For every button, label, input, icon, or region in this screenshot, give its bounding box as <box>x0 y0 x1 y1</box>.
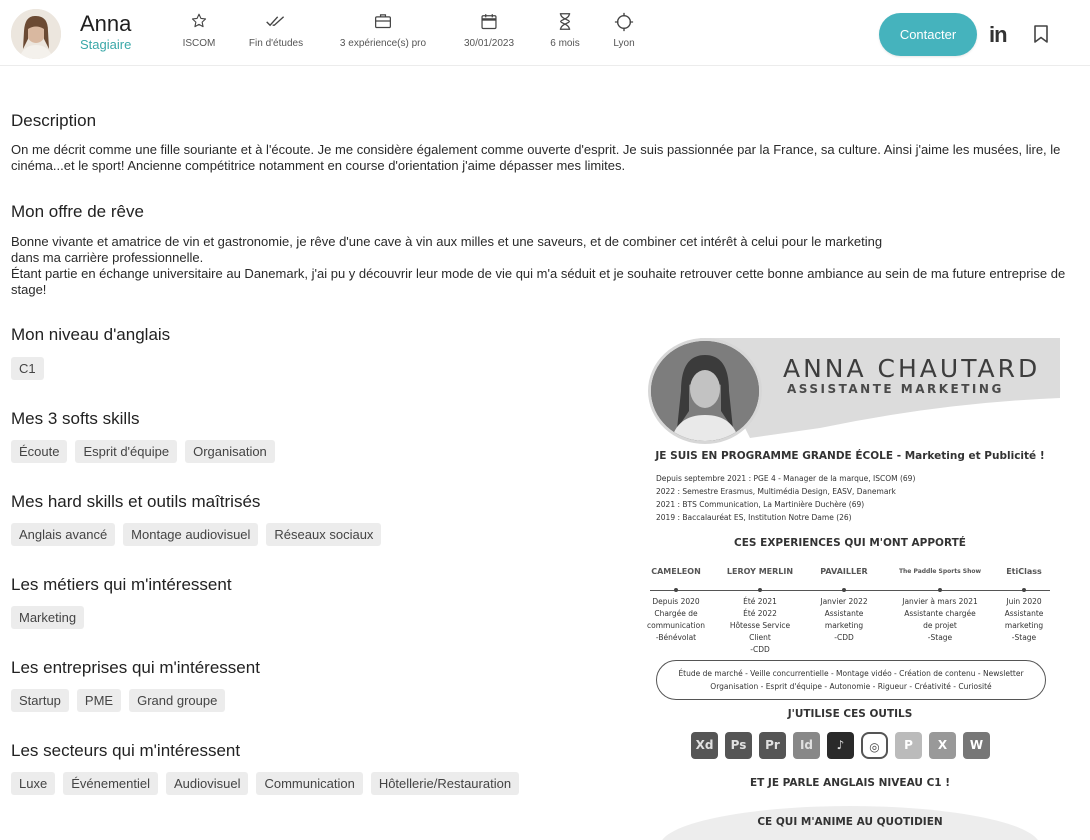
tag-company: Grand groupe <box>129 689 225 712</box>
avatar <box>11 9 61 59</box>
cv-education <box>656 472 915 524</box>
cv-experience <box>802 560 886 644</box>
contact-button[interactable]: Contacter <box>879 13 977 56</box>
cv-experience-desc: Assistante <box>1004 609 1044 618</box>
photoshop-icon: Ps <box>725 732 752 759</box>
cv-daily-title: CE QUI M'ANIME AU QUOTIDIEN <box>757 816 943 828</box>
cv-experience-logo: PAVAILLER <box>820 567 868 576</box>
tiktok-icon: ♪ <box>827 732 854 759</box>
double-check-icon <box>221 12 331 34</box>
companies-title: Les entreprises qui m'intéressent <box>11 658 260 677</box>
profile-role: Stagiaire <box>80 37 132 52</box>
dream-offer-title: Mon offre de rêve <box>11 202 144 221</box>
tag-company: PME <box>77 689 121 712</box>
cv-experience-desc: Été 2022 <box>743 609 777 618</box>
tag-sector: Événementiel <box>63 772 158 795</box>
cv-experience-desc: Assistante chargée <box>904 609 976 618</box>
cv-timeline-dot <box>1022 588 1026 592</box>
cv-experiences-title: CES EXPERIENCES QUI M'ONT APPORTÉ <box>734 537 966 549</box>
cv-experience-desc: de projet <box>923 621 957 630</box>
description-title: Description <box>11 111 97 130</box>
cv-skills-line: Étude de marché - Veille concurrentielle - Montage vidéo - Création de contenu - Newsletter <box>678 669 1024 678</box>
dream-offer-line-3: Étant partie en échange universitaire au Danemark, j'ai pu y découvrir leur mode de vie qui m'a séduit et je souhaite retrouver cette bonne ambiance au sein de ma future entreprise de stage! <box>11 266 1066 297</box>
profile-header <box>0 0 1090 66</box>
tag-sector: Luxe <box>11 772 55 795</box>
cv-experience-logo: The Paddle Sports Show <box>898 568 982 575</box>
meta-school-label: ISCOM <box>182 38 216 49</box>
meta-status <box>221 12 331 49</box>
meta-experience-label: 3 expérience(s) pro <box>339 38 427 49</box>
cv-experience-desc: -Stage <box>1011 633 1037 642</box>
hard-skills-tags <box>11 523 381 546</box>
cv-name: ANNA CHAUTARD <box>783 354 1041 383</box>
tag-job: Marketing <box>11 606 84 629</box>
tag-company: Startup <box>11 689 69 712</box>
cv-experience-desc: Hôtesse Service Client <box>729 621 791 642</box>
sectors-title: Les secteurs qui m'intéressent <box>11 741 241 760</box>
cv-experience-desc: communication <box>646 621 705 630</box>
tag-soft-skill: Écoute <box>11 440 67 463</box>
cv-photo <box>648 338 762 444</box>
cv-image[interactable] <box>640 338 1060 840</box>
cv-education-item: 2021 : BTS Communication, La Martinière Duchère (69) <box>656 500 865 509</box>
indesign-icon: Id <box>793 732 820 759</box>
cv-timeline-dot <box>938 588 942 592</box>
excel-icon: X <box>929 732 956 759</box>
cv-experience-desc: -Bénévolat <box>655 633 697 642</box>
tag-hard-skill: Montage audiovisuel <box>123 523 258 546</box>
cv-experience <box>718 560 802 656</box>
english-level-title: Mon niveau d'anglais <box>11 325 171 344</box>
cv-education-item: 2022 : Semestre Erasmus, Multimédia Design, EASV, Danemark <box>656 487 896 496</box>
tag-english-level: C1 <box>11 357 44 380</box>
tag-soft-skill: Organisation <box>185 440 275 463</box>
dream-offer-line-2: dans ma carrière professionnelle. <box>11 250 204 265</box>
meta-duration-label: 6 mois <box>550 38 580 49</box>
cv-experience-desc: marketing <box>824 621 864 630</box>
premiere-icon: Pr <box>759 732 786 759</box>
cv-experience-date: Janvier à mars 2021 <box>902 597 978 606</box>
cv-tools-title: J'UTILISE CES OUTILS <box>787 708 913 720</box>
cv-experience-desc: Assistante <box>824 609 864 618</box>
xd-icon: Xd <box>691 732 718 759</box>
soft-skills-tags <box>11 440 275 463</box>
dream-offer-line-1: Bonne vivante et amatrice de vin et gastronomie, je rêve d'une cave à vin aux milles et une saveurs, et de combiner cet intérêt à celui pour le marketing <box>11 234 883 249</box>
cv-experience-desc: -Stage <box>927 633 953 642</box>
cv-tools <box>691 732 990 759</box>
cv-education-item: Depuis septembre 2021 : PGE 4 - Manager de la marque, ISCOM (69) <box>656 474 916 483</box>
sectors-tags <box>11 772 519 795</box>
meta-status-label: Fin d'études <box>248 38 304 49</box>
tag-hard-skill: Anglais avancé <box>11 523 115 546</box>
bookmark-icon[interactable] <box>1033 24 1049 49</box>
meta-location <box>569 12 679 49</box>
jobs-title: Les métiers qui m'intéressent <box>11 575 232 594</box>
soft-skills-title: Mes 3 softs skills <box>11 409 140 428</box>
cv-experience <box>640 560 718 644</box>
location-crosshair-icon <box>569 12 679 34</box>
cv-timeline-dot <box>842 588 846 592</box>
hard-skills-title: Mes hard skills et outils maîtrisés <box>11 492 261 511</box>
tag-sector: Communication <box>256 772 362 795</box>
cv-skills-box <box>656 660 1046 700</box>
tag-sector: Audiovisuel <box>166 772 249 795</box>
cv-experience-desc: Chargée de <box>654 609 698 618</box>
meta-start-date-label: 30/01/2023 <box>463 38 515 49</box>
jobs-tags <box>11 606 84 629</box>
tag-hard-skill: Réseaux sociaux <box>266 523 381 546</box>
cv-education-item: 2019 : Baccalauréat ES, Institution Notre Dame (26) <box>656 513 852 522</box>
dream-offer-text <box>11 234 1081 298</box>
profile-name: Anna <box>80 11 132 36</box>
cv-english-line: ET JE PARLE ANGLAIS NIVEAU C1 ! <box>749 777 951 789</box>
cv-experience-logo: LEROY MERLIN <box>726 567 794 576</box>
powerpoint-icon: P <box>895 732 922 759</box>
cv-experience-date: Juin 2020 <box>1006 597 1042 606</box>
cv-experience-desc: marketing <box>1004 621 1044 630</box>
cv-experience <box>898 560 982 644</box>
cv-experience-date: Été 2021 <box>743 597 777 606</box>
instagram-icon: ◎ <box>861 732 888 759</box>
word-icon: W <box>963 732 990 759</box>
cv-experience-logo: EtiClass <box>1006 567 1042 576</box>
cv-title: ASSISTANTE MARKETING <box>787 382 1004 396</box>
english-level-tags <box>11 357 44 380</box>
cv-experience <box>982 560 1060 644</box>
cv-experience-logo: CAMELEON <box>651 567 701 576</box>
cv-timeline-dot <box>758 588 762 592</box>
companies-tags <box>11 689 225 712</box>
meta-location-label: Lyon <box>613 38 635 49</box>
tag-soft-skill: Esprit d'équipe <box>75 440 177 463</box>
cv-experience-date: Janvier 2022 <box>820 597 868 606</box>
description-text: On me décrit comme une fille souriante et à l'écoute. Je me considère également comme ouverte d'esprit. Je suis passionnée par la France, sa culture. Ainsi j'aime les musées, lire, le cinéma...et le sport! Ancienne compétitrice notamment en course d'orientation j'aime dépasser mes limites. <box>11 142 1061 173</box>
briefcase-icon <box>328 12 438 34</box>
tag-sector: Hôtellerie/Restauration <box>371 772 519 795</box>
linkedin-icon[interactable]: in <box>989 22 1007 47</box>
cv-experience-date: Depuis 2020 <box>652 597 700 606</box>
cv-experience-desc: -CDD <box>750 645 770 654</box>
cv-programme: JE SUIS EN PROGRAMME GRANDE ÉCOLE - Marketing et Publicité ! <box>655 450 1045 462</box>
cv-timeline-dot <box>674 588 678 592</box>
cv-skills-line: Organisation - Esprit d'équipe - Autonomie - Rigueur - Créativité - Curiosité <box>710 682 992 691</box>
cv-experience-desc: -CDD <box>834 633 854 642</box>
meta-experience <box>328 12 438 49</box>
